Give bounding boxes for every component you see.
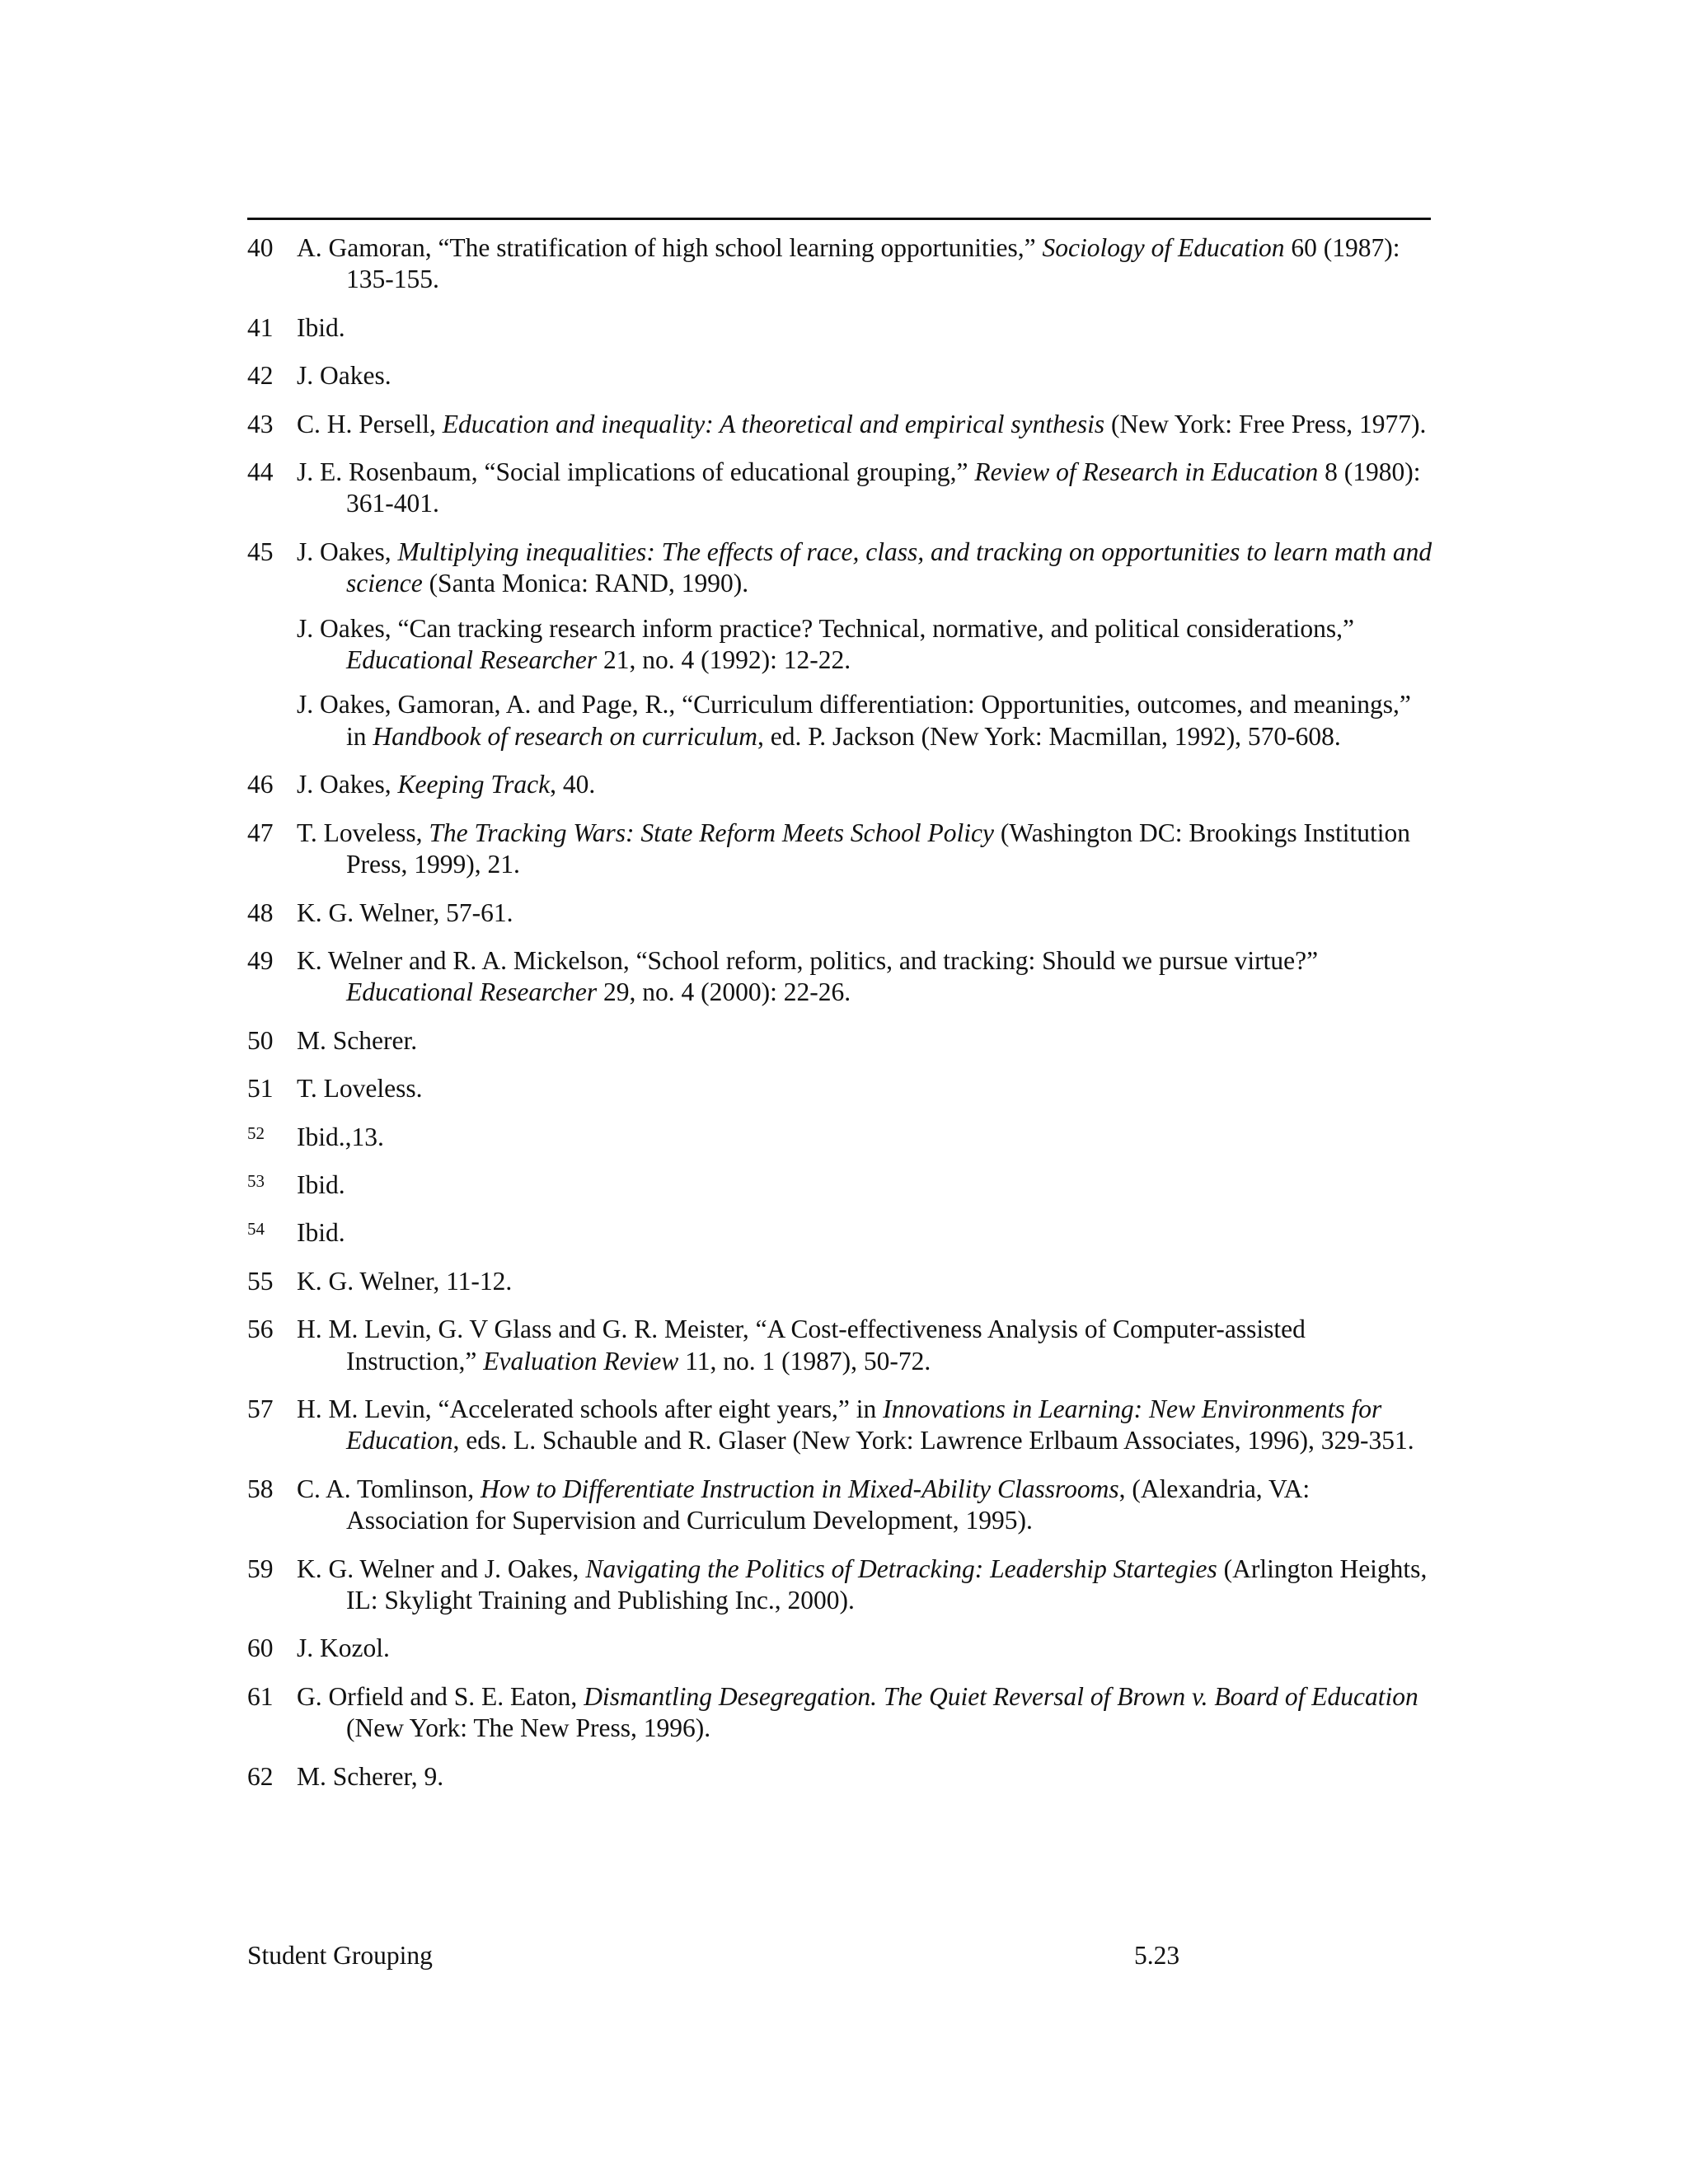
footnote-number: 47: [247, 818, 274, 847]
footnote-text-segment: J. E. Rosenbaum, “Social implications of educational grouping,”: [297, 457, 975, 487]
footnote: [247, 1633, 1434, 1664]
footnote-text-segment: (Arlington Heights, IL: Skylight Training and Publishing Inc., 2000).: [346, 1554, 1428, 1615]
footnote-number: 54: [247, 1219, 265, 1240]
footer-page-number: 5.23: [1134, 1941, 1180, 1970]
footnote-text-segment: K. G. Welner, 57-61.: [297, 898, 513, 927]
footnote-text: [297, 1314, 1434, 1377]
footnote-number: 61: [247, 1681, 274, 1711]
footnote-number: 56: [247, 1315, 274, 1344]
footnote: [247, 689, 1434, 752]
footnote-text: [297, 1394, 1434, 1457]
footnote: [247, 1761, 1434, 1793]
footnote-text: [297, 1474, 1434, 1537]
footnote-number: 59: [247, 1554, 274, 1583]
footnote-number: 43: [247, 409, 274, 438]
footnote-text: [297, 537, 1434, 600]
footnote-text-segment: J. Oakes.: [297, 361, 392, 391]
footnote-text: [297, 360, 1434, 391]
footnote: [247, 1474, 1434, 1537]
footnote-text-segment: J. Kozol.: [297, 1633, 390, 1663]
footnote-text-segment: T. Loveless,: [297, 818, 429, 847]
footnote-number: 62: [247, 1761, 274, 1791]
footnote-number: 41: [247, 312, 274, 342]
footnote: [247, 1169, 1434, 1201]
footnote-text-segment: C. H. Persell,: [297, 409, 443, 438]
footnote-text-segment: Ibid.: [297, 312, 345, 342]
footnote-number: 44: [247, 457, 274, 487]
footnote: [247, 232, 1434, 296]
footnote-title-italic: Keeping Track: [397, 770, 551, 799]
footnote: [247, 312, 1434, 344]
footnote-text: [297, 1554, 1434, 1617]
footnote-number: 40: [247, 233, 274, 262]
footnote-number: 57: [247, 1394, 274, 1423]
footnote-text-segment: 60 (1987): 135-155.: [346, 233, 1400, 294]
footnote-number: 45: [247, 537, 274, 566]
footnote-title-italic: How to Differentiate Instruction in Mixed-Ability Classrooms: [481, 1474, 1119, 1503]
footnote: [247, 457, 1434, 520]
footnote-title-italic: Evaluation Review: [483, 1346, 679, 1376]
footnote-text-segment: Ibid.,13.: [297, 1122, 384, 1151]
footnote: [247, 613, 1434, 677]
footnote-text: [297, 613, 1434, 677]
footnote: [247, 898, 1434, 929]
footnote-number: 60: [247, 1633, 274, 1663]
footnote: [247, 945, 1434, 1009]
footnote-text-segment: , ed. P. Jackson (New York: Macmillan, 1992), 570-608.: [757, 721, 1341, 751]
footnote-text: [297, 1073, 1434, 1104]
footnote-text: [297, 818, 1434, 881]
footnote: [247, 1217, 1434, 1249]
footnote-text: [297, 312, 1434, 344]
footnote-text-segment: T. Loveless.: [297, 1074, 423, 1104]
footnote-number: 58: [247, 1474, 274, 1503]
footnote-text-segment: 8 (1980): 361-401.: [346, 457, 1421, 518]
footnote-text: [297, 1217, 1434, 1249]
footnote-text: [297, 1169, 1434, 1201]
footnote-text-segment: J. Oakes, Gamoran, A. and Page, R., “Curriculum differentiation: Opportunities, outcomes, and meanings,” in: [297, 690, 1411, 751]
footnote-text: [297, 1025, 1434, 1057]
footnote: [247, 1314, 1434, 1377]
footnote-text-segment: (New York: The New Press, 1996).: [346, 1713, 711, 1743]
footnote-number: 52: [247, 1122, 265, 1143]
footnote: [247, 1681, 1434, 1745]
footnote-text-segment: J. Oakes,: [297, 770, 398, 799]
footnote-text: [297, 1633, 1434, 1664]
footnote-text: [297, 1681, 1434, 1745]
footnote-title-italic: Sociology of Education: [1042, 233, 1285, 262]
footnote-text: [297, 232, 1434, 296]
footnote-text-segment: C. A. Tomlinson,: [297, 1474, 481, 1503]
footer-section-title: Student Grouping: [247, 1941, 433, 1970]
footnote-text-segment: M. Scherer.: [297, 1025, 418, 1055]
footnote-text-segment: H. M. Levin, G. V Glass and G. R. Meister, “A Cost-effectiveness Analysis of Computer-assisted Instruction,”: [297, 1315, 1306, 1376]
footnote-title-italic: Review of Research in Education: [974, 457, 1319, 487]
footnote-number: 53: [247, 1170, 265, 1191]
footnote-text-segment: J. Oakes,: [297, 537, 398, 566]
footnote-text: [297, 1266, 1434, 1297]
footnote-text: [297, 945, 1434, 1009]
footnote-separator-rule: [247, 218, 1431, 220]
footnote-title-italic: Multiplying inequalities: The effects of race, class, and tracking on opportunities to learn math and science: [346, 537, 1432, 598]
footnote-text-segment: H. M. Levin, “Accelerated schools after eight years,” in: [297, 1394, 884, 1423]
footnote-title-italic: Educational Researcher: [346, 645, 598, 675]
footnote: [247, 360, 1434, 391]
footnote-title-italic: Innovations in Learning: New Environments for Education: [346, 1394, 1382, 1455]
footnote: [247, 818, 1434, 881]
footnote: [247, 409, 1434, 440]
footnote-text-segment: K. G. Welner, 11-12.: [297, 1266, 513, 1296]
footnote-list: [247, 232, 1434, 1809]
footnote-text-segment: Ibid.: [297, 1169, 345, 1199]
footnote-title-italic: Education and inequality: A theoretical and empirical synthesis: [442, 409, 1105, 438]
footnote-text-segment: G. Orfield and S. E. Eaton,: [297, 1681, 584, 1711]
footnote-text-segment: M. Scherer, 9.: [297, 1761, 444, 1791]
footnote: [247, 1394, 1434, 1457]
footnote-text-segment: (Washington DC: Brookings Institution Press, 1999), 21.: [346, 818, 1410, 879]
footnote-text-segment: Ibid.: [297, 1218, 345, 1248]
footnote-text: [297, 409, 1434, 440]
footnote: [247, 769, 1434, 800]
footnote-text-segment: , (Alexandria, VA: Association for Supervision and Curriculum Development, 1995).: [346, 1474, 1311, 1535]
footnote-text-segment: (Santa Monica: RAND, 1990).: [422, 569, 749, 598]
footnote-text: [297, 1761, 1434, 1793]
footnote-number: 49: [247, 945, 274, 975]
footnote-text: [297, 457, 1434, 520]
footnote-number: 50: [247, 1025, 274, 1055]
footnote: [247, 1073, 1434, 1104]
footnote-text-segment: 21, no. 4 (1992): 12-22.: [597, 645, 851, 675]
footnote: [247, 1554, 1434, 1617]
footnote-number: 42: [247, 361, 274, 391]
footnote-title-italic: Educational Researcher: [346, 977, 598, 1007]
footnote-text: [297, 769, 1434, 800]
footnote: [247, 1122, 1434, 1153]
footnote-text: [297, 689, 1434, 752]
footnote-title-italic: Handbook of research on curriculum: [373, 721, 757, 751]
footnote-text-segment: A. Gamoran, “The stratification of high school learning opportunities,”: [297, 233, 1043, 262]
footnote-number: 46: [247, 770, 274, 799]
footnote-text-segment: 11, no. 1 (1987), 50-72.: [678, 1346, 931, 1376]
footnote-text-segment: , 40.: [550, 770, 596, 799]
footnote-text-segment: (New York: Free Press, 1977).: [1104, 409, 1427, 438]
footnote-title-italic: The Tracking Wars: State Reform Meets School Policy: [429, 818, 994, 847]
footnote-text-segment: 29, no. 4 (2000): 22-26.: [597, 977, 851, 1007]
footnote-number: 48: [247, 898, 274, 927]
footnote: [247, 537, 1434, 600]
footnote-text: [297, 1122, 1434, 1153]
footnote-number: 55: [247, 1266, 274, 1296]
footnote-text-segment: J. Oakes, “Can tracking research inform practice? Technical, normative, and political considerations,”: [297, 613, 1354, 643]
footnote-number: 51: [247, 1074, 274, 1104]
footnote-text-segment: K. Welner and R. A. Mickelson, “School reform, politics, and tracking: Should we pursue virtue?”: [297, 945, 1319, 975]
footnote-title-italic: Navigating the Politics of Detracking: Leadership Startegies: [585, 1554, 1217, 1583]
footnote: [247, 1266, 1434, 1297]
footnote-text-segment: K. G. Welner and J. Oakes,: [297, 1554, 586, 1583]
footnote-text: [297, 898, 1434, 929]
footnote-title-italic: Dismantling Desegregation. The Quiet Reversal of Brown v. Board of Education: [584, 1681, 1418, 1711]
footnote-text-segment: , eds. L. Schauble and R. Glaser (New York: Lawrence Erlbaum Associates, 1996), 329-351.: [452, 1426, 1414, 1455]
footnote: [247, 1025, 1434, 1057]
